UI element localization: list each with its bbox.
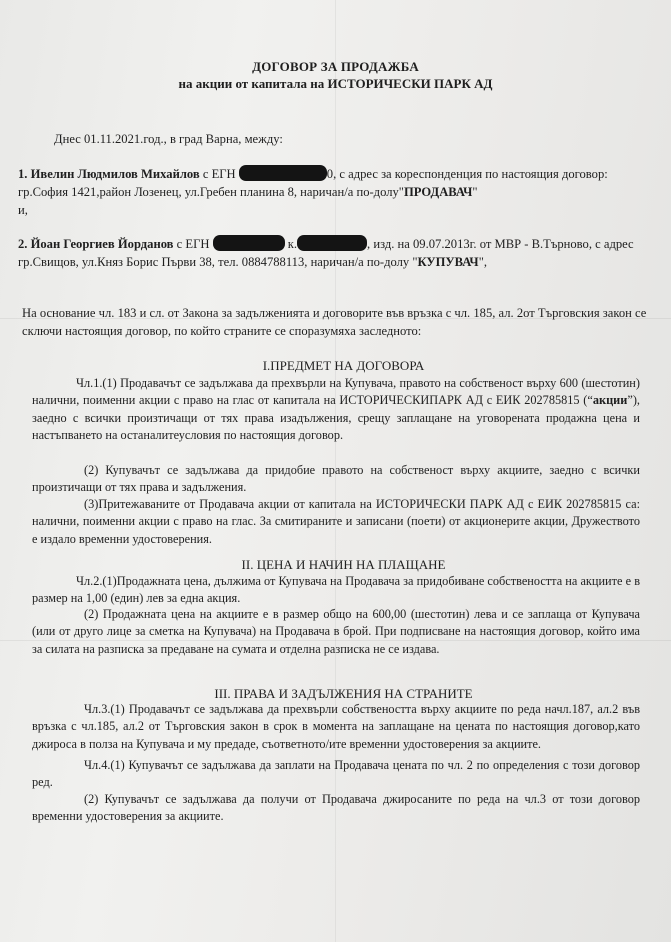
seller-egn-label: с ЕГН [199,167,239,181]
party-seller [18,165,658,219]
article-2-2: (2) Продажната цена на акциите е в размер общо на 600,00 (шестотин) лева и се заплаща от Купувача (или от друго лице за сметка на Купувача) на Продавача в брой. При подписване на настоящия договор, който има за силата на разписка за предаване на сумата и отделна разписка не се издава. [32,607,640,656]
seller-address: , с адрес за кореспонденция по настоящия договор: гр.София 1421,район Лозенец, ул.Гребен планина 8, наричан/а по-долу" [18,167,608,199]
buyer-egn-label: с ЕГН [173,237,213,251]
buyer-role-close: ", [478,255,487,269]
section-heading: I.ПРЕДМЕТ НА ДОГОВОРА [262,358,425,373]
party-buyer [18,235,658,271]
redaction-mark [239,165,327,181]
article-text: ”), заедно с всички произтичащи от тях права изадължения, срещу заплащане на уговорената продажна цена и настъпването на останалитеусловия по настоящия договор. [32,393,640,442]
buyer-role: КУПУВАЧ [417,255,479,269]
document-title [0,58,671,92]
seller-name: 1. Ивелин Людмилов Михайлов [18,167,200,181]
article-4-2: (2) Купувачът се задължава да получи от Продавача джиросаните по реда на чл.3 от този договор временни удостоверения за акциите. [32,792,640,824]
section-heading: II. ЦЕНА И НАЧИН НА ПЛАЩАНЕ [241,557,446,572]
article-1-1 [32,375,640,444]
article-3-1: Чл.3.(1) Продавачът се задължава да прехвърли собствеността върху акциите по реда начл.187, ал.2 във връзка с чл.185, ал.2 от Търговския закон в срок в момента на заплащане на цената по настоящия договор,като джироса в полза на Купувача и му предаде, съответното/ите временни удостоверения за акциите. [32,702,640,751]
section-heading: III. ПРАВА И ЗАДЪЛЖЕНИЯ НА СТРАНИТЕ [214,686,473,701]
buyer-details: , изд. на 09.07.2013г. от МВР - В.Търново, с адрес гр.Свищов, ул.Княз Борис Първи 38, тел. 0884788113, наричан/а по-долу " [18,237,634,269]
article-2-1: Чл.2.(1)Продажната цена, дължима от Купувача на Продавача за придобиване собствеността на акциите е в размер на 1,00 (един) лев за една акция. [32,574,640,606]
article-4-1: Чл.4.(1) Купувачът се задължава да заплати на Продавача цената по чл. 2 по определения с този договор ред. [32,758,640,790]
buyer-id-prefix: к. [287,237,298,251]
article-text: Чл.1.(1) Продавачът се задължава да прехвърли на Купувача, правото на собственост върху 600 (шестотин) налични, поименни акции с право на глас от капитала на ИСТОРИЧЕСКИПАРК АД с ЕИК 202785815 (“ [32,376,640,408]
article-1-3: (3)Притежаваните от Продавача акции от капитала на ИСТОРИЧЕСКИ ПАРК АД с ЕИК 202785815 са: налични, поименни акции с право на глас. За смитираните и записани (поети) от акционерите акции, Дружеството е издало временни удостоверения. [32,497,640,546]
article-term: акции [592,393,628,408]
date-place: Днес 01.11.2021.год., в град Варна, между: [54,132,283,146]
contract-basis: На основание чл. 183 и сл. от Закона за задълженията и договорите във връзка с чл. 185, ал. 2от Търговския закон се сключи настоящия договор, по който страните се споразумяха заследното: [22,306,647,338]
party-conjunction: и, [18,203,28,217]
title-line-2: на акции от капитала на ИСТОРИЧЕСКИ ПАРК АД [178,76,493,91]
title-line-1: ДОГОВОР ЗА ПРОДАЖБА [252,59,419,74]
seller-role: ПРОДАВАЧ [403,185,473,199]
seller-egn-tail: 0 [326,167,334,181]
article-1-2: (2) Купувачът се задължава да придобие правото на собственост върху акциите, заедно с всички произтичащи от тях права и задължения. [32,463,640,495]
redaction-mark [213,235,285,251]
seller-role-close: " [472,185,478,199]
buyer-name: 2. Йоан Георгиев Йорданов [18,237,174,251]
redaction-mark [297,235,367,251]
